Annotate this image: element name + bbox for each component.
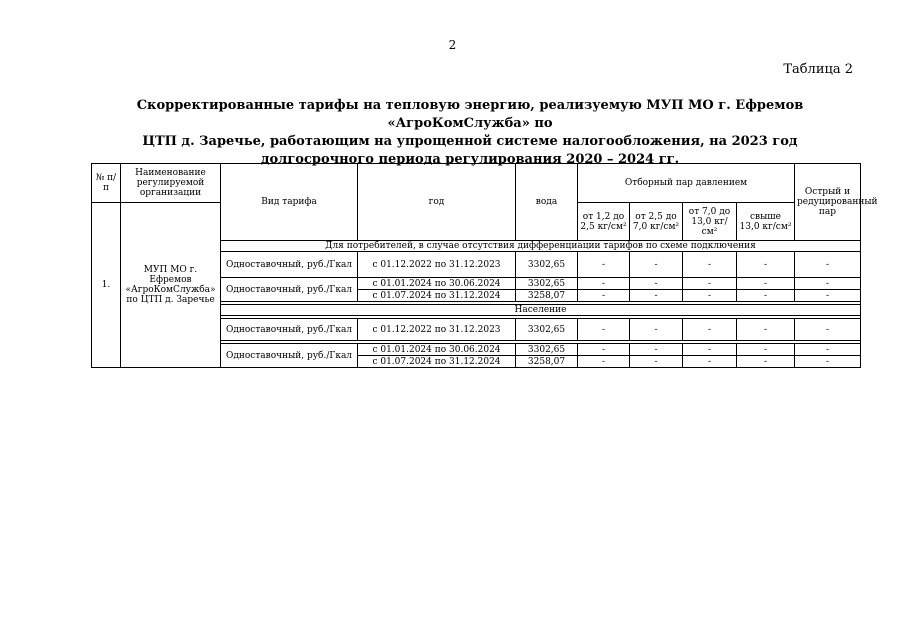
header-sharp-steam: Острый и редуцированный пар <box>795 164 861 241</box>
period: с 01.12.2022 по 31.12.2023 <box>358 319 516 341</box>
period: с 01.12.2022 по 31.12.2023 <box>358 252 516 278</box>
water-value: 3258,07 <box>516 290 578 302</box>
document-title <box>80 97 860 169</box>
dash-cell: - <box>578 344 630 356</box>
dash-cell: - <box>737 290 795 302</box>
water-value: 3302,65 <box>516 278 578 290</box>
header-water: вода <box>516 164 578 241</box>
dash-cell: - <box>578 252 630 278</box>
dash-cell: - <box>578 319 630 341</box>
water-value: 3302,65 <box>516 252 578 278</box>
dash-cell: - <box>683 290 737 302</box>
title-line-2: ЦТП д. Заречье, работающим на упрощенной системе налогообложения, на 2023 год <box>142 134 798 149</box>
dash-cell: - <box>683 344 737 356</box>
water-value: 3302,65 <box>516 344 578 356</box>
period: с 01.01.2024 по 30.06.2024 <box>358 278 516 290</box>
tariff-type: Одноставочный, руб./Гкал <box>221 319 358 341</box>
header-steam-3: от 7,0 до 13,0 кг/см² <box>683 203 737 241</box>
tariff-type: Одноставочный, руб./Гкал <box>221 344 358 368</box>
header-steam-4: свыше 13,0 кг/см² <box>737 203 795 241</box>
header-year: год <box>358 164 516 241</box>
header-steam-group: Отборный пар давлением <box>578 164 795 203</box>
water-value: 3258,07 <box>516 356 578 368</box>
dash-cell: - <box>737 356 795 368</box>
dash-cell: - <box>630 278 683 290</box>
section-title: Для потребителей, в случае отсутствия дифференциации тарифов по схеме подключения <box>221 241 861 252</box>
header-org: Наименование регулируемой организации <box>121 164 221 203</box>
header-tariff-type: Вид тарифа <box>221 164 358 241</box>
dash-cell: - <box>578 290 630 302</box>
dash-cell: - <box>795 356 861 368</box>
dash-cell: - <box>795 252 861 278</box>
dash-cell: - <box>795 278 861 290</box>
dash-cell: - <box>795 344 861 356</box>
dash-cell: - <box>795 290 861 302</box>
dash-cell: - <box>737 252 795 278</box>
tariff-type: Одноставочный, руб./Гкал <box>221 278 358 302</box>
dash-cell: - <box>630 344 683 356</box>
period: с 01.01.2024 по 30.06.2024 <box>358 344 516 356</box>
dash-cell: - <box>683 356 737 368</box>
dash-cell: - <box>737 344 795 356</box>
dash-cell: - <box>683 278 737 290</box>
title-line-3: долгосрочного периода регулирования 2020 – 2024 гг. <box>260 152 680 167</box>
dash-cell: - <box>578 356 630 368</box>
tariff-table <box>91 163 878 368</box>
dash-cell: - <box>683 319 737 341</box>
header-steam-1: от 1,2 до 2,5 кг/см² <box>578 203 630 241</box>
table-label: Таблица 2 <box>783 62 853 77</box>
dash-cell: - <box>737 319 795 341</box>
period: с 01.07.2024 по 31.12.2024 <box>358 290 516 302</box>
water-value: 3302,65 <box>516 319 578 341</box>
dash-cell: - <box>630 290 683 302</box>
header-steam-2: от 2,5 до 7,0 кг/см² <box>630 203 683 241</box>
tariff-type: Одноставочный, руб./Гкал <box>221 252 358 278</box>
dash-cell: - <box>683 252 737 278</box>
dash-cell: - <box>578 278 630 290</box>
row-number: 1. <box>92 203 121 368</box>
dash-cell: - <box>630 319 683 341</box>
header-num: № п/п <box>92 164 121 203</box>
dash-cell: - <box>795 319 861 341</box>
dash-cell: - <box>737 278 795 290</box>
period: с 01.07.2024 по 31.12.2024 <box>358 356 516 368</box>
dash-cell: - <box>630 252 683 278</box>
organization-name: МУП МО г. Ефремов «АгроКомСлужба» по ЦТП д. Заречье <box>121 203 221 368</box>
page-number: 2 <box>448 38 457 52</box>
section-title: Население <box>221 305 861 316</box>
title-line-1: Скорректированные тарифы на тепловую энергию, реализуемую МУП МО г. Ефремов «АгроКомСлужба» по <box>136 98 804 131</box>
dash-cell: - <box>630 356 683 368</box>
